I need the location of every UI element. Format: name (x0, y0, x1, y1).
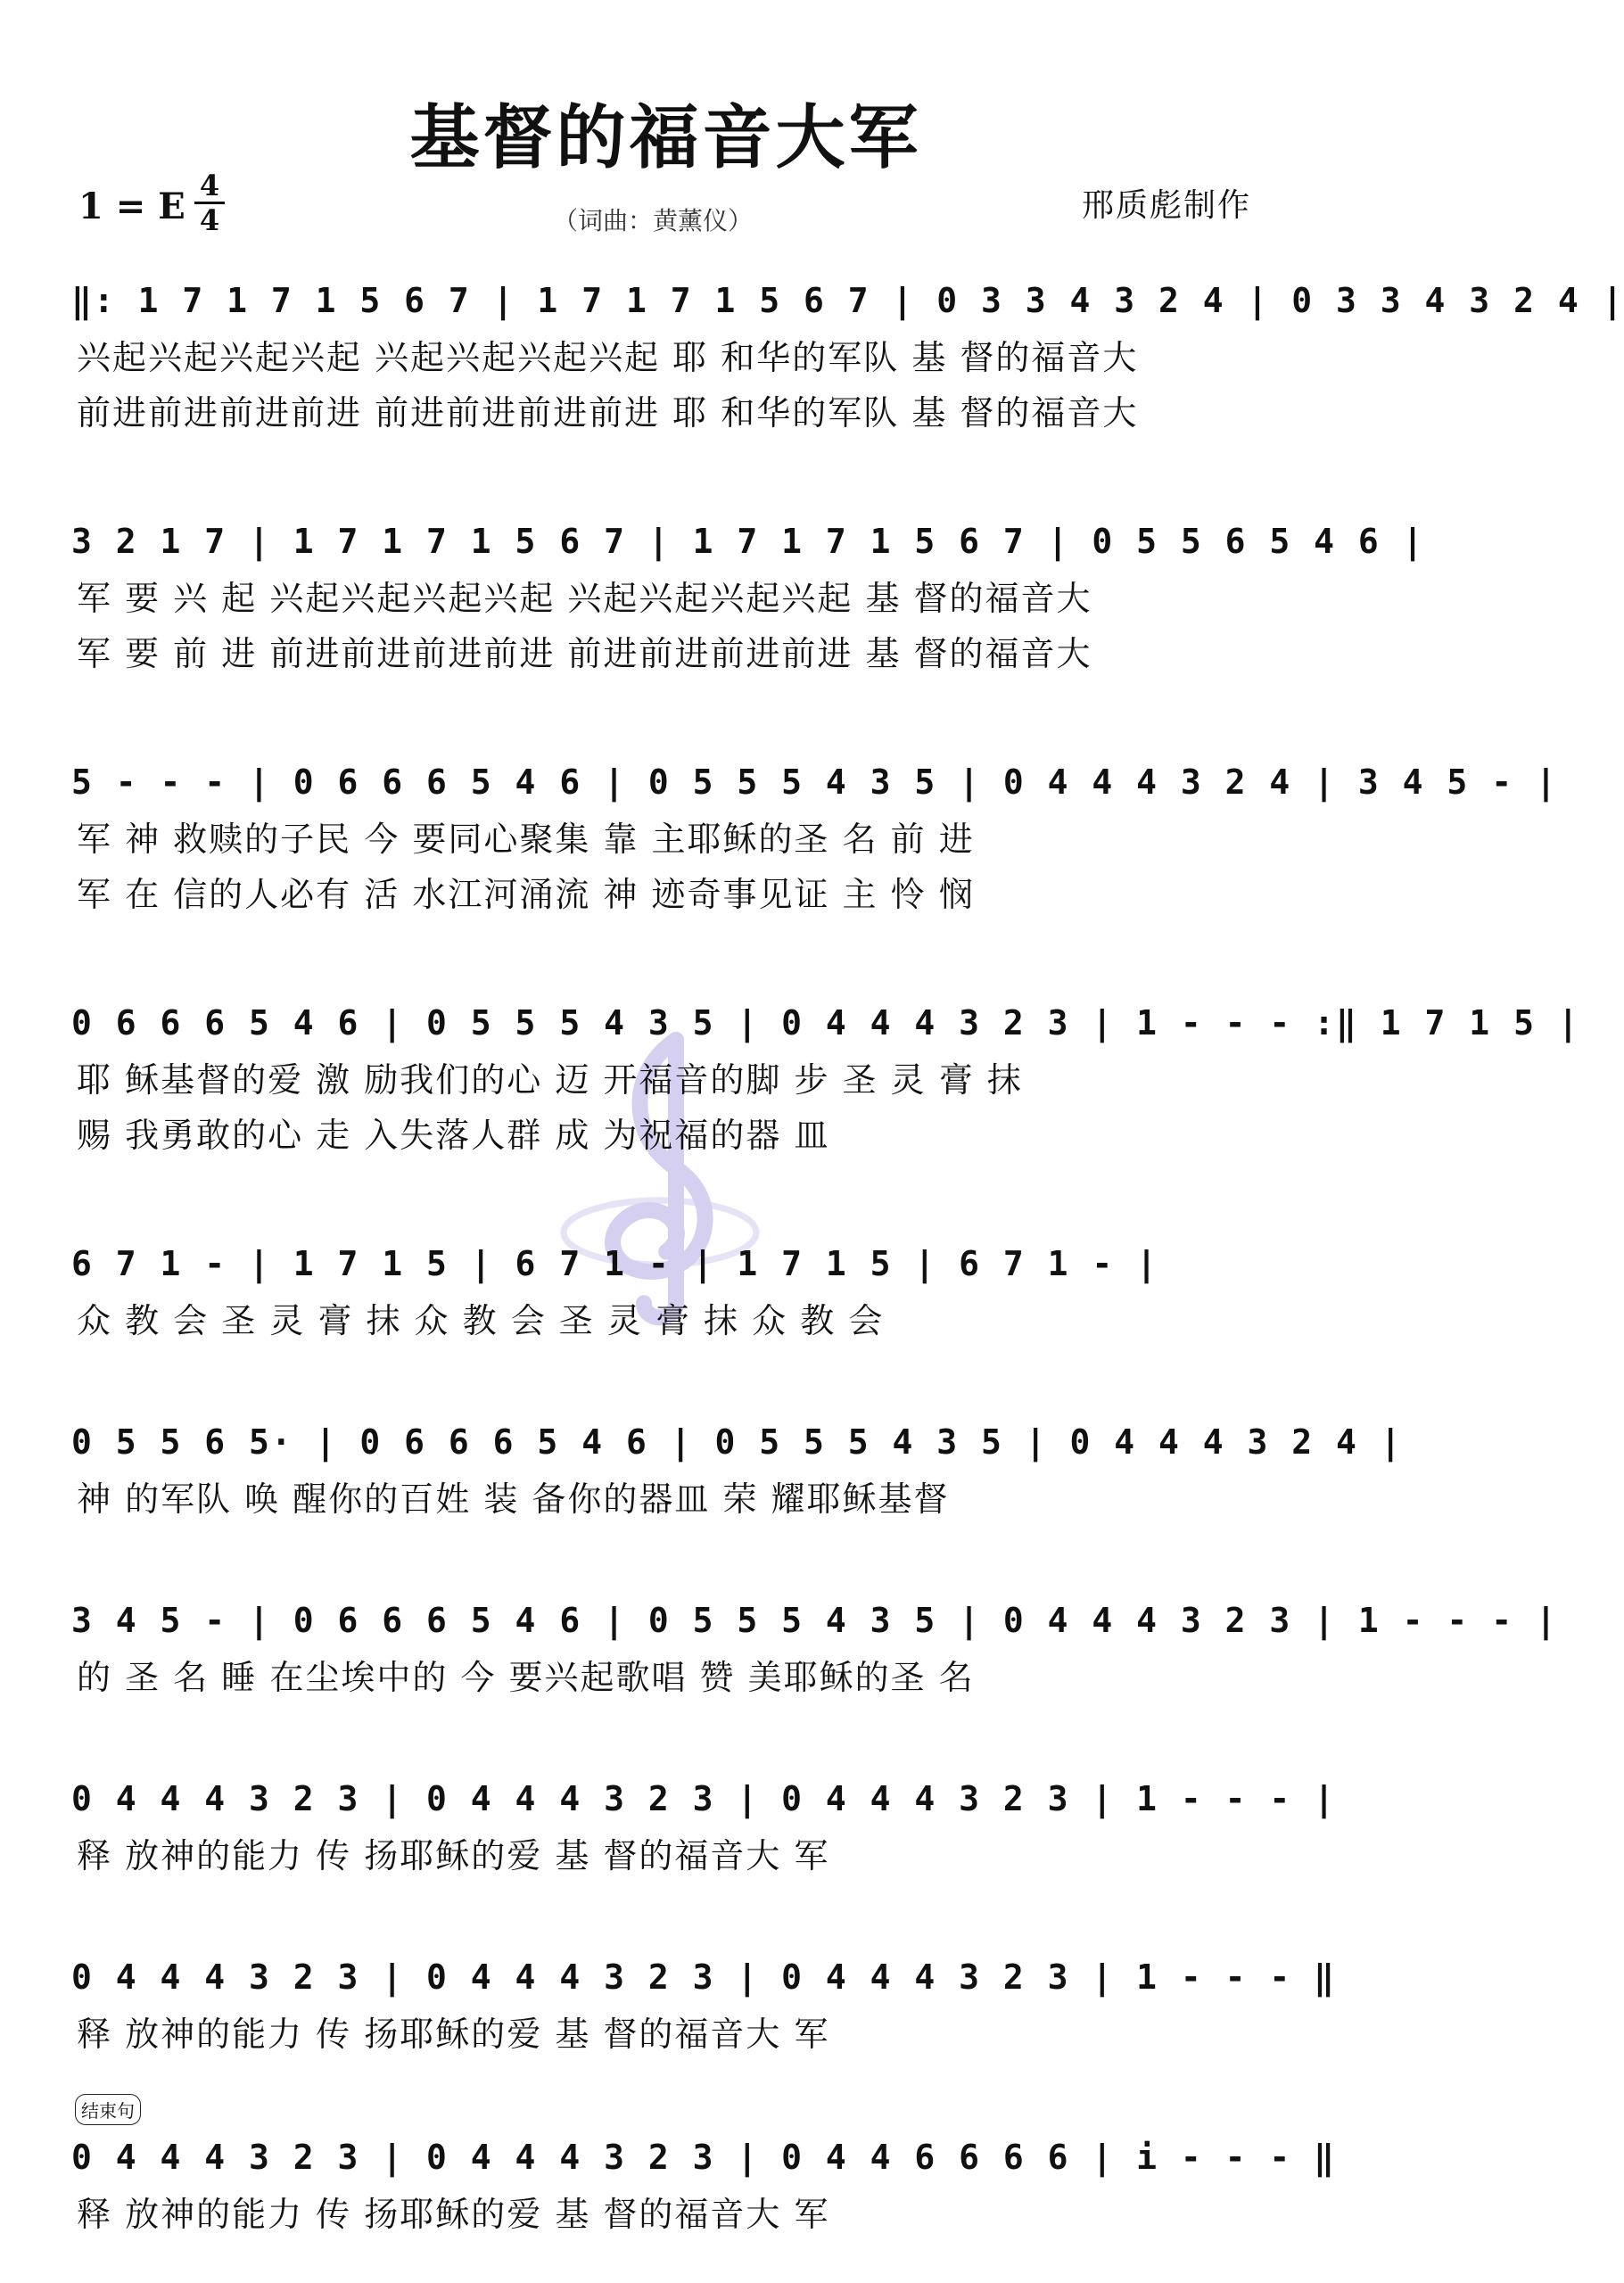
lyrics-line: 众 教 会 圣 灵 膏 抹 众 教 会 圣 灵 膏 抹 众 教 会 (77, 1301, 885, 1340)
notation-line: 0 6 6 6 5 4 6 | 0 5 5 5 4 3 5 | 0 4 4 4 3 2 3 | 1 - - - :‖ 1 7 1 5 | (71, 1003, 1580, 1043)
ending-label: 结束句 (75, 2094, 141, 2125)
lyrics-line: 军 在 信的人必有 活 水江河涌流 神 迹奇事见证 主 怜 悯 (77, 875, 975, 914)
lyrics-line: 释 放神的能力 传 扬耶稣的爱 基 督的福音大 军 (77, 2015, 830, 2054)
key-signature: 1 = E (78, 185, 185, 227)
notation-line: 0 5 5 6 5· | 0 6 6 6 5 4 6 | 0 5 5 5 4 3 5 | 0 4 4 4 3 2 4 | (71, 1422, 1403, 1462)
notation-line: 3 2 1 7 | 1 7 1 7 1 5 6 7 | 1 7 1 7 1 5 6 7 | 0 5 5 6 5 4 6 | (71, 522, 1425, 561)
notation-line: 5 - - - | 0 6 6 6 5 4 6 | 0 5 5 5 4 3 5 | 0 4 4 4 3 2 4 | 3 4 5 - | (71, 762, 1558, 802)
notation-line: 0 4 4 4 3 2 3 | 0 4 4 4 3 2 3 | 0 4 4 4 3 2 3 | 1 - - - ‖ (71, 1957, 1337, 1997)
lyrics-line: 兴起兴起兴起兴起 兴起兴起兴起兴起 耶 和华的军队 基 督的福音大 (77, 338, 1139, 377)
notation-line: 0 4 4 4 3 2 3 | 0 4 4 4 3 2 3 | 0 4 4 4 3 2 3 | 1 - - - | (71, 1779, 1337, 1818)
lyrics-line: 释 放神的能力 传 扬耶稣的爱 基 督的福音大 军 (77, 2195, 830, 2234)
notation-line: 6 7 1 - | 1 7 1 5 | 6 7 1 - | 1 7 1 5 | 6 7 1 - | (71, 1244, 1159, 1283)
lyrics-line: 释 放神的能力 传 扬耶稣的爱 基 督的福音大 军 (77, 1836, 830, 1875)
lyrics-line: 前进前进前进前进 前进前进前进前进 耶 和华的军队 基 督的福音大 (77, 393, 1139, 433)
time-signature-numerator: 4 (199, 169, 220, 202)
notation-line: ‖: 1 7 1 7 1 5 6 7 | 1 7 1 7 1 5 6 7 | 0 3 3 4 3 2 4 | 0 3 3 4 3 2 4 | (71, 281, 1624, 320)
lyrics-line: 耶 稣基督的爱 激 励我们的心 迈 开福音的脚 步 圣 灵 膏 抹 (77, 1060, 1023, 1100)
song-title: 基督的福音大军 (409, 98, 922, 178)
lyrics-line: 的 圣 名 睡 在尘埃中的 今 要兴起歌唱 赞 美耶稣的圣 名 (77, 1658, 975, 1697)
lyrics-line: 军 要 前 进 前进前进前进前进 前进前进前进前进 基 督的福音大 (77, 634, 1092, 673)
lyrics-line: 赐 我勇敢的心 走 入失落人群 成 为祝福的器 皿 (77, 1116, 830, 1155)
time-signature (194, 171, 225, 235)
lyrics-line: 军 神 救赎的子民 今 要同心聚集 靠 主耶稣的圣 名 前 进 (77, 820, 975, 859)
credits: （词曲：黄薰仪） (553, 206, 754, 235)
lyrics-line: 军 要 兴 起 兴起兴起兴起兴起 兴起兴起兴起兴起 基 督的福音大 (77, 579, 1092, 618)
time-signature-denominator: 4 (199, 203, 220, 237)
author: 邢质彪制作 (1081, 187, 1251, 224)
lyrics-line: 神 的军队 唤 醒你的百姓 装 备你的器皿 荣 耀耶稣基督 (77, 1479, 950, 1519)
notation-line: 0 4 4 4 3 2 3 | 0 4 4 4 3 2 3 | 0 4 4 6 6 6 6 | i - - - ‖ (71, 2138, 1337, 2177)
notation-line: 3 4 5 - | 0 6 6 6 5 4 6 | 0 5 5 5 4 3 5 | 0 4 4 4 3 2 3 | 1 - - - | (71, 1601, 1558, 1640)
